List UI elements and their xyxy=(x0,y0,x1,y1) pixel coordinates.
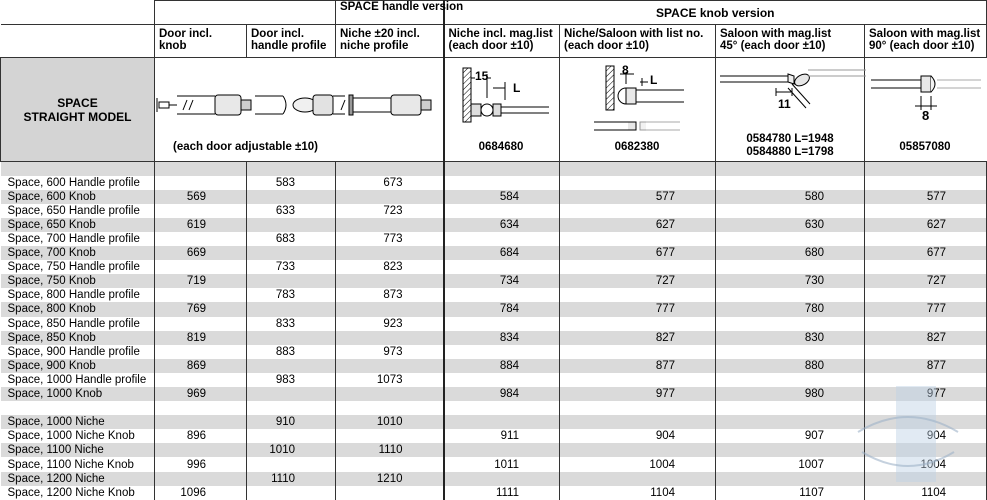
table-cell xyxy=(155,260,247,274)
table-cell: 834 xyxy=(444,331,560,345)
table-row xyxy=(1,260,987,274)
table-cell: 583 xyxy=(247,176,336,190)
table-cell xyxy=(336,486,444,500)
dim-8-a: 8 xyxy=(622,63,629,77)
table-cell xyxy=(336,457,444,471)
table-cell xyxy=(247,302,336,316)
table-cell xyxy=(247,486,336,500)
col-header-saloon-90-l1: Saloon with mag.list xyxy=(869,28,981,40)
row-label: Space, 1000 Handle profile xyxy=(1,373,155,387)
row-label: Space, 1000 Knob xyxy=(1,387,155,401)
table-cell xyxy=(865,443,987,457)
table-cell xyxy=(716,401,865,415)
table-cell: 769 xyxy=(155,302,247,316)
table-cell: 980 xyxy=(716,387,865,401)
table-row xyxy=(1,302,987,316)
table-cell: 773 xyxy=(336,232,444,246)
table-cell: 904 xyxy=(560,429,716,443)
table-row xyxy=(1,246,987,260)
table-cell: 627 xyxy=(865,218,987,232)
table-cell xyxy=(865,176,987,190)
row-label: Space, 600 Handle profile xyxy=(1,176,155,190)
table-cell: 880 xyxy=(716,359,865,373)
table-row xyxy=(1,218,987,232)
table-cell: 819 xyxy=(155,331,247,345)
table-cell: 877 xyxy=(560,359,716,373)
dim-l-2: L xyxy=(650,73,658,87)
table-row xyxy=(1,232,987,246)
row-label: Space, 600 Knob xyxy=(1,190,155,204)
table-cell: 833 xyxy=(247,317,336,331)
col-header-niche-l2: niche profile xyxy=(340,40,409,52)
table-cell: 633 xyxy=(247,204,336,218)
table-cell xyxy=(444,232,560,246)
table-cell: 911 xyxy=(444,429,560,443)
table-cell: 723 xyxy=(336,204,444,218)
dim-11: 11 xyxy=(778,97,791,111)
door-diagram-cell xyxy=(155,58,444,162)
col-header-niche-mag-l2: (each door ±10) xyxy=(448,40,534,52)
table-cell xyxy=(865,260,987,274)
table-cell xyxy=(865,345,987,359)
table-cell xyxy=(444,345,560,359)
table-cell: 973 xyxy=(336,345,444,359)
table-cell: 684 xyxy=(444,246,560,260)
table-cell: 1096 xyxy=(155,486,247,500)
table-cell: 577 xyxy=(865,190,987,204)
model-cell xyxy=(1,58,155,162)
niche-saloon-drawing xyxy=(564,62,714,134)
table-row xyxy=(1,190,987,204)
table-cell: 619 xyxy=(155,218,247,232)
table-cell: 783 xyxy=(247,288,336,302)
table-cell xyxy=(444,204,560,218)
table-cell: 869 xyxy=(155,359,247,373)
table-cell xyxy=(716,176,865,190)
row-label: Space, 700 Knob xyxy=(1,246,155,260)
table-row xyxy=(1,415,987,429)
table-cell xyxy=(560,415,716,429)
table-row xyxy=(1,162,987,176)
table-cell: 984 xyxy=(444,387,560,401)
row-label: Space, 900 Knob xyxy=(1,359,155,373)
row-label: Space, 1200 Niche Knob xyxy=(1,486,155,500)
table-row xyxy=(1,486,987,500)
table-cell: 677 xyxy=(865,246,987,260)
table-cell: 630 xyxy=(716,218,865,232)
table-cell xyxy=(444,443,560,457)
table-cell xyxy=(444,288,560,302)
table-cell xyxy=(247,218,336,232)
table-cell xyxy=(247,162,336,176)
table-cell xyxy=(247,401,336,415)
saloon-90-drawing xyxy=(869,66,985,130)
table-cell xyxy=(560,443,716,457)
table-cell xyxy=(247,190,336,204)
table-cell: 977 xyxy=(560,387,716,401)
row-label: Space, 1200 Niche xyxy=(1,472,155,486)
table-cell: 677 xyxy=(560,246,716,260)
table-cell xyxy=(247,331,336,345)
table-cell: 730 xyxy=(716,274,865,288)
table-cell xyxy=(444,373,560,387)
col-header-niche-l1: Niche ±20 incl. xyxy=(340,28,420,40)
table-cell: 904 xyxy=(865,429,987,443)
table-cell xyxy=(865,288,987,302)
table-cell: 884 xyxy=(444,359,560,373)
col-header-saloon-90-l2: 90° (each door ±10) xyxy=(869,40,975,52)
table-cell: 673 xyxy=(336,176,444,190)
table-cell xyxy=(560,373,716,387)
table-cell: 996 xyxy=(155,457,247,471)
row-label: Space, 1100 Niche xyxy=(1,443,155,457)
niche-mag-drawing xyxy=(449,64,557,126)
saloon-45-drawing xyxy=(718,64,868,128)
table-cell xyxy=(560,345,716,359)
table-cell: 727 xyxy=(865,274,987,288)
table-cell: 830 xyxy=(716,331,865,345)
table-cell: 923 xyxy=(336,317,444,331)
table-cell: 1073 xyxy=(336,373,444,387)
table-cell xyxy=(444,472,560,486)
table-cell: 1110 xyxy=(247,472,336,486)
row-label: Space, 1000 Niche Knob xyxy=(1,429,155,443)
table-cell xyxy=(865,317,987,331)
table-cell xyxy=(444,176,560,190)
table-row xyxy=(1,373,987,387)
table-cell: 907 xyxy=(716,429,865,443)
table-cell: 777 xyxy=(865,302,987,316)
table-cell xyxy=(155,162,247,176)
table-row xyxy=(1,331,987,345)
code-0584780: 0584780 L=1948 xyxy=(746,133,834,145)
table-cell: 569 xyxy=(155,190,247,204)
table-cell: 883 xyxy=(247,345,336,359)
row-label: Space, 1100 Niche Knob xyxy=(1,457,155,471)
table-cell xyxy=(865,415,987,429)
table-cell xyxy=(336,401,444,415)
table-row xyxy=(1,401,987,415)
table-cell: 577 xyxy=(560,190,716,204)
table-cell: 780 xyxy=(716,302,865,316)
table-cell xyxy=(865,162,987,176)
table-cell xyxy=(155,373,247,387)
table-cell xyxy=(155,401,247,415)
table-cell xyxy=(560,472,716,486)
table-row xyxy=(1,176,987,190)
table-cell xyxy=(336,190,444,204)
table-cell xyxy=(336,274,444,288)
table-row xyxy=(1,204,987,218)
row-label xyxy=(1,162,155,176)
table-cell xyxy=(155,443,247,457)
table-cell xyxy=(247,429,336,443)
table-cell xyxy=(560,204,716,218)
table-row xyxy=(1,359,987,373)
table-cell xyxy=(155,176,247,190)
table-cell: 1104 xyxy=(865,486,987,500)
row-label: Space, 800 Handle profile xyxy=(1,288,155,302)
table-cell: 827 xyxy=(560,331,716,345)
table-cell xyxy=(865,204,987,218)
code-0682380: 0682380 xyxy=(614,141,660,153)
table-cell xyxy=(247,457,336,471)
table-cell: 784 xyxy=(444,302,560,316)
row-label: Space, 800 Knob xyxy=(1,302,155,316)
table-cell xyxy=(444,162,560,176)
table-cell xyxy=(336,429,444,443)
table-cell xyxy=(716,162,865,176)
table-row xyxy=(1,274,987,288)
table-row xyxy=(1,317,987,331)
table-row xyxy=(1,472,987,486)
table-cell xyxy=(865,373,987,387)
table-cell: 873 xyxy=(336,288,444,302)
table-cell xyxy=(155,317,247,331)
table-cell: 910 xyxy=(247,415,336,429)
table-body xyxy=(1,162,987,500)
table-cell xyxy=(247,387,336,401)
table-cell: 1007 xyxy=(716,457,865,471)
table-cell xyxy=(155,472,247,486)
table-cell xyxy=(716,204,865,218)
row-label: Space, 900 Handle profile xyxy=(1,345,155,359)
table-cell: 877 xyxy=(865,359,987,373)
table-cell xyxy=(444,415,560,429)
door-hardware-drawing xyxy=(155,76,439,136)
table-cell: 1107 xyxy=(716,486,865,500)
table-cell xyxy=(155,204,247,218)
table-cell xyxy=(716,345,865,359)
table-row xyxy=(1,288,987,302)
table-cell xyxy=(560,162,716,176)
table-row xyxy=(1,387,987,401)
col-header-niche-saloon-l2: (each door ±10) xyxy=(564,40,649,52)
row-label: Space, 1000 Niche xyxy=(1,415,155,429)
table-cell: 1010 xyxy=(336,415,444,429)
model-line-1: SPACE xyxy=(57,95,98,110)
table-cell xyxy=(865,472,987,486)
table-cell xyxy=(336,246,444,260)
table-cell: 1010 xyxy=(247,443,336,457)
col-header-door-handle-l2: handle profile xyxy=(251,40,327,52)
table-cell: 683 xyxy=(247,232,336,246)
table-cell xyxy=(716,317,865,331)
row-label xyxy=(1,401,155,415)
table-cell xyxy=(716,415,865,429)
table-cell xyxy=(444,260,560,274)
table-cell xyxy=(155,345,247,359)
table-cell xyxy=(716,472,865,486)
table-row xyxy=(1,429,987,443)
table-cell xyxy=(716,288,865,302)
table-cell xyxy=(716,373,865,387)
table-cell: 983 xyxy=(247,373,336,387)
dim-8-b: 8 xyxy=(922,108,930,123)
col-header-door-knob-l1: Door incl. xyxy=(159,28,213,40)
table-cell xyxy=(560,317,716,331)
table-cell: 896 xyxy=(155,429,247,443)
table-cell xyxy=(247,274,336,288)
table-cell: 969 xyxy=(155,387,247,401)
space-knob-version-header: SPACE knob version xyxy=(656,5,775,20)
row-label: Space, 700 Handle profile xyxy=(1,232,155,246)
table-cell xyxy=(336,302,444,316)
table-cell xyxy=(716,232,865,246)
table-cell: 733 xyxy=(247,260,336,274)
row-label: Space, 750 Knob xyxy=(1,274,155,288)
table-cell: 580 xyxy=(716,190,865,204)
table-cell: 1004 xyxy=(865,457,987,471)
table-cell: 734 xyxy=(444,274,560,288)
adjust-note: (each door adjustable ±10) xyxy=(173,141,318,153)
saloon-45-diagram-cell xyxy=(716,58,865,162)
column-headers xyxy=(1,25,987,58)
row-label: Space, 850 Handle profile xyxy=(1,317,155,331)
table-row xyxy=(1,457,987,471)
table-cell: 1210 xyxy=(336,472,444,486)
table-cell: 1004 xyxy=(560,457,716,471)
col-header-niche-mag-l1: Niche incl. mag.list xyxy=(448,28,553,40)
table-row xyxy=(1,345,987,359)
table-cell xyxy=(716,260,865,274)
table-cell xyxy=(444,401,560,415)
table-cell xyxy=(155,232,247,246)
table-row xyxy=(1,443,987,457)
table-cell xyxy=(336,387,444,401)
table-cell xyxy=(336,162,444,176)
table-cell: 680 xyxy=(716,246,865,260)
col-header-door-handle-l1: Door incl. xyxy=(251,28,305,40)
table-cell: 1011 xyxy=(444,457,560,471)
table-cell xyxy=(560,260,716,274)
model-line-2: STRAIGHT MODEL xyxy=(23,109,132,124)
table-cell xyxy=(247,246,336,260)
table-cell: 1104 xyxy=(560,486,716,500)
table-cell xyxy=(336,359,444,373)
table-cell xyxy=(336,218,444,232)
table-cell xyxy=(336,331,444,345)
table-cell: 777 xyxy=(560,302,716,316)
table-cell: 727 xyxy=(560,274,716,288)
table-cell xyxy=(560,288,716,302)
code-0584880: 0584880 L=1798 xyxy=(746,146,834,158)
table-cell xyxy=(560,232,716,246)
table-cell: 584 xyxy=(444,190,560,204)
table-cell: 823 xyxy=(336,260,444,274)
table-cell xyxy=(865,232,987,246)
table-cell xyxy=(155,288,247,302)
dim-l-1: L xyxy=(512,81,520,95)
table-cell: 1110 xyxy=(336,443,444,457)
table-cell: 627 xyxy=(560,218,716,232)
space-handle-version-header: SPACE handle version xyxy=(336,1,444,25)
col-header-niche-saloon-l1: Niche/Saloon with list no. xyxy=(564,28,704,40)
row-label: Space, 850 Knob xyxy=(1,331,155,345)
table-cell: 977 xyxy=(865,387,987,401)
row-label: Space, 650 Handle profile xyxy=(1,204,155,218)
table-cell xyxy=(155,415,247,429)
col-header-door-knob-l2: knob xyxy=(159,40,187,52)
table-cell xyxy=(560,401,716,415)
col-header-saloon-45-l1: Saloon with mag.list xyxy=(720,28,832,40)
code-0684680: 0684680 xyxy=(478,141,524,153)
table-cell xyxy=(716,443,865,457)
table-cell: 827 xyxy=(865,331,987,345)
row-label: Space, 650 Knob xyxy=(1,218,155,232)
table-cell xyxy=(560,176,716,190)
dim-15: 15 xyxy=(474,69,488,83)
col-header-saloon-45-l2: 45° (each door ±10) xyxy=(720,40,826,52)
table-cell: 719 xyxy=(155,274,247,288)
table-cell xyxy=(865,401,987,415)
code-05857080: 05857080 xyxy=(899,141,951,153)
table-cell: 669 xyxy=(155,246,247,260)
table-cell: 1111 xyxy=(444,486,560,500)
table-cell xyxy=(444,317,560,331)
table-cell xyxy=(247,359,336,373)
table-cell: 634 xyxy=(444,218,560,232)
row-label: Space, 750 Handle profile xyxy=(1,260,155,274)
